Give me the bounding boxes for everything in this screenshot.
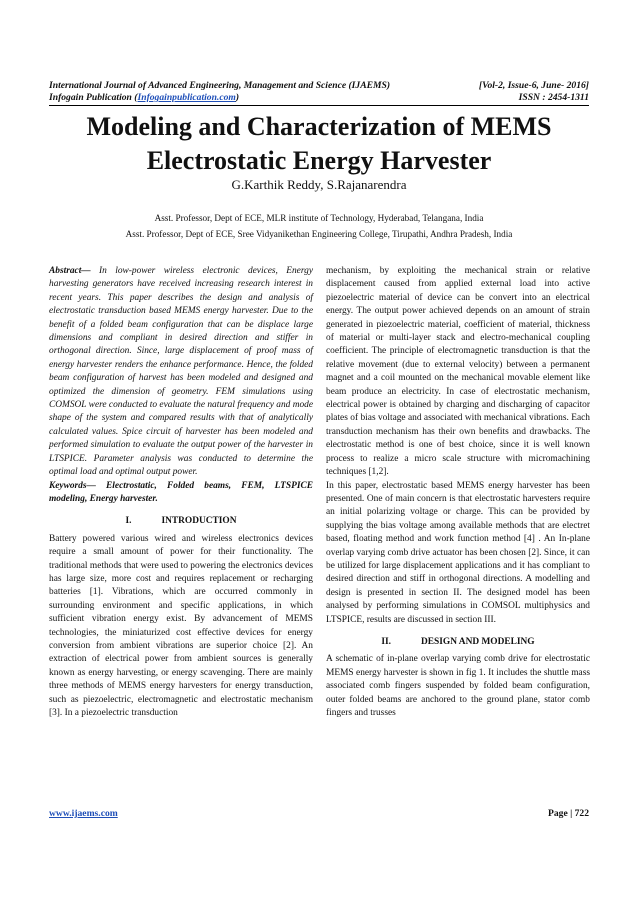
affiliation-1: Asst. Professor, Dept of ECE, MLR institute of Technology, Hyderabad, Telangana, India [154, 213, 484, 223]
publisher-link[interactable]: Infogainpublication.com [137, 92, 236, 103]
title-line-1: Modeling and Characterization of MEMS [86, 112, 552, 141]
paper-title [49, 110, 589, 178]
keywords [49, 480, 313, 507]
website-link[interactable]: www.ijaems.com [49, 808, 118, 819]
affiliation-2: Asst. Professor, Dept of ECE, Sree Vidyanikethan Engineering College, Tirupathi, Andhra Pradesh, India [125, 229, 513, 239]
keywords-label: Keywords— [49, 480, 96, 491]
section-number: II. [381, 636, 392, 647]
section-heading-design [326, 636, 590, 649]
publisher-suffix: ) [235, 92, 240, 103]
abstract [49, 265, 313, 480]
section-heading-introduction [49, 515, 313, 528]
introduction-paragraph-2: In this paper, electrostatic based MEMS energy harvester has been presented. One of main concern is that electrostatic harvesters require an initial polarizing voltage or charge. This can be provided by supplying the bias voltage among available methods that are electret based, floating method and work function method [4] . An In-plane overlap varying comb drive actuator has been chosen [2]. Since, it can be utilized for large displacement applications and it has compliant to desired direction and stiff in orthogonal directions. A modelling and design is presented in section II. The designed model has been analysed by performing simulations in COMSOL multiphysics and LTSPICE, results are discussed in section III. [326, 480, 590, 625]
section-title: DESIGN AND MODELING [421, 636, 535, 647]
keywords-text: Electrostatic, Folded beams, FEM, LTSPICE modeling, Energy harvester. [49, 480, 313, 504]
left-column [49, 265, 313, 720]
page-number: Page | 722 [547, 808, 589, 819]
journal-header-line1 [49, 80, 589, 92]
section-title: INTRODUCTION [161, 516, 237, 527]
publisher-prefix: Infogain Publication ( [49, 92, 138, 103]
page-footer [49, 808, 589, 819]
title-line-2: Electrostatic Energy Harvester [146, 146, 492, 175]
design-paragraph: A schematic of in-plane overlap varying comb drive for electrostatic MEMS energy harvester is shown in fig 1. It includes the shuttle mass associated comb fingers suspended by folded beam configuration, outer folded beams are anchored to the ground plane, stator comb fingers and trusses [326, 654, 590, 718]
header-rule [49, 105, 589, 106]
authors: G.Karthik Reddy, S.Rajanarendra [231, 177, 407, 192]
volume-issue: [Vol-2, Issue-6, June- 2016] [478, 80, 589, 91]
issn: ISSN : 2454-1311 [518, 92, 589, 103]
section-number: I. [125, 516, 132, 527]
journal-header-line2 [49, 92, 589, 104]
right-column [326, 265, 590, 720]
introduction-continued-paragraph: mechanism, by exploiting the mechanical strain or relative displacement caused from applied external load into active piezoelectric material of device can be convert into an electrical energy. The output power achieved depends on an amount of strain generated in piezoelectric material, coefficient of material, thickness of material or multi-layer stack and electro-mechanical coupling coefficient. The principle of electromagnetic transduction is that the relative movement (due to external velocity) between a permanent magnet and a coil mounted on the mechanical movable element like beam produce an electricity. In case of electrostatic mechanism, electrical power is obtained by charging and discharging of capacitor plates of bias voltage and associated with mechanical vibrations. Each transduction mechanism has their own benefits and drawbacks. The electrostatic method is one of best choice, since it is well known process to realize a micro scale structure with micromachining techniques [1,2]. [326, 266, 590, 478]
journal-name: International Journal of Advanced Engineering, Management and Science (IJAEMS) [49, 80, 391, 91]
abstract-text: In low-power wireless electronic devices, Energy harvesting generators have received increasing research interest in recent years. This paper describes the design and analysis of electrostatic transduction based MEMS energy harvester. Due to the benefit of a folded beam configuration that can be displace large dimensions and compliant in desired direction and stiffer in orthogonal direction. Since, large displacement of proof mass of energy harvester renders the enhance performance. Hence, the folded beam configuration of harvest has been modeled and designed and optimized the dimension of geometry. FEM simulations using COMSOL were conducted to evaluate the natural frequency and mode shape of the system and compared results with that of analytically calculated values. Spice circuit of harvester has been modeled and performed simulation to evaluate the output power of the harvester in LTSPICE. Parameter analysis was conducted to determine the optimal load and optimal output power. [49, 266, 313, 478]
abstract-label: Abstract— [49, 266, 91, 276]
introduction-paragraph: Battery powered various wired and wireless electronics devices require a small amount of power for their functionality. The traditional methods that were used to powering the electronics devices has large size, more cost and requires replacement or recharging batteries [1]. Vibrations, which are occurred commonly in surrounding environment and specific applications, in which sufficient vibration energy exist. By advancement of MEMS technologies, the miniaturized cost effective devices for energy conversion from ambient vibrations are superior choice [2]. An extraction of electrical power from ambient sources is generally known as energy harvesting, or energy scavenging. There are mainly three methods of MEMS energy harvesters for energy transduction, such as piezoelectric, electromagnetic and electrostatic mechanism [3]. In a piezoelectric transduction [49, 533, 313, 718]
